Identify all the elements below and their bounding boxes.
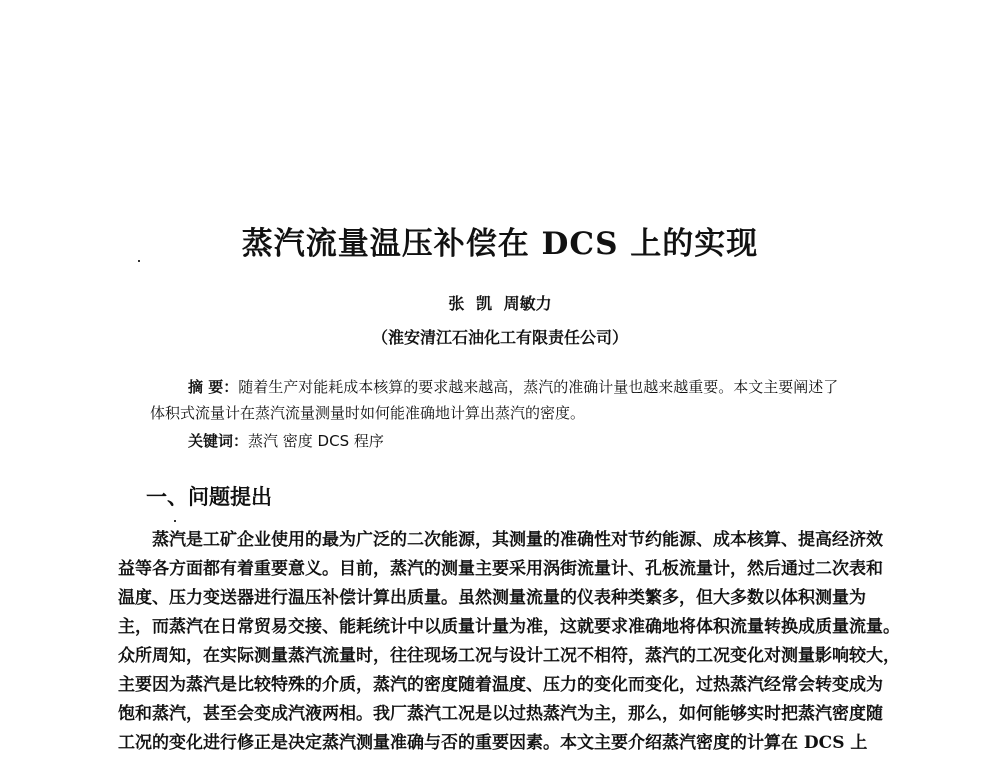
- abstract-label: 摘 要：: [188, 378, 239, 396]
- keywords-value: 蒸汽 密度 DCS 程序: [248, 432, 384, 450]
- section-heading-1: 一、问题提出: [146, 485, 272, 509]
- paper-title: 蒸汽流量温压补偿在 DCS 上的实现: [241, 226, 759, 262]
- abstract-line-2: [150, 402, 585, 423]
- scan-speck: [174, 520, 176, 522]
- body-line: 饱和蒸汽，甚至会变成汽液两相。我厂蒸汽工况是以过热蒸汽为主，那么，如何能够实时把蒸汽密度随: [118, 704, 883, 724]
- scan-speck: [138, 260, 140, 262]
- body-line: 益等各方面都有着重要意义。目前，蒸汽的测量主要采用涡街流量计、孔板流量计，然后通过二次表和: [118, 559, 883, 579]
- abstract-text-1: 随着生产对能耗成本核算的要求越来越高，蒸汽的准确计量也越来越重要。本文主要阐述了: [238, 378, 839, 396]
- abstract-text-2: 体积式流量计在蒸汽流量测量时如何能准确地计算出蒸汽的密度。: [150, 404, 586, 422]
- keywords-label: 关键词：: [188, 432, 249, 450]
- affiliation: （淮安清江石油化工有限责任公司）: [371, 328, 628, 347]
- body-line: 蒸汽是工矿企业使用的最为广泛的二次能源，其测量的准确性对节约能源、成本核算、提高经济效: [152, 530, 883, 550]
- body-line: 主要因为蒸汽是比较特殊的介质，蒸汽的密度随着温度、压力的变化而变化，过热蒸汽经常会转变成为: [118, 675, 883, 695]
- body-line: 工况的变化进行修正是决定蒸汽测量准确与否的重要因素。本文主要介绍蒸汽密度的计算在 DCS 上: [118, 733, 868, 753]
- keywords-line: [188, 430, 384, 451]
- body-line: 主，而蒸汽在日常贸易交接、能耗统计中以质量计量为准，这就要求准确地将体积流量转换成质量流量。: [118, 617, 900, 637]
- section-1-body: [118, 526, 918, 758]
- body-line: 温度、压力变送器进行温压补偿计算出质量。虽然测量流量的仪表种类繁多，但大多数以体积测量为: [118, 588, 866, 608]
- abstract-line-1: [188, 376, 838, 397]
- body-line: 众所周知，在实际测量蒸汽流量时，往往现场工况与设计工况不相符，蒸汽的工况变化对测量影响较大，: [118, 646, 900, 666]
- authors: 张 凯 周敏力: [448, 294, 552, 313]
